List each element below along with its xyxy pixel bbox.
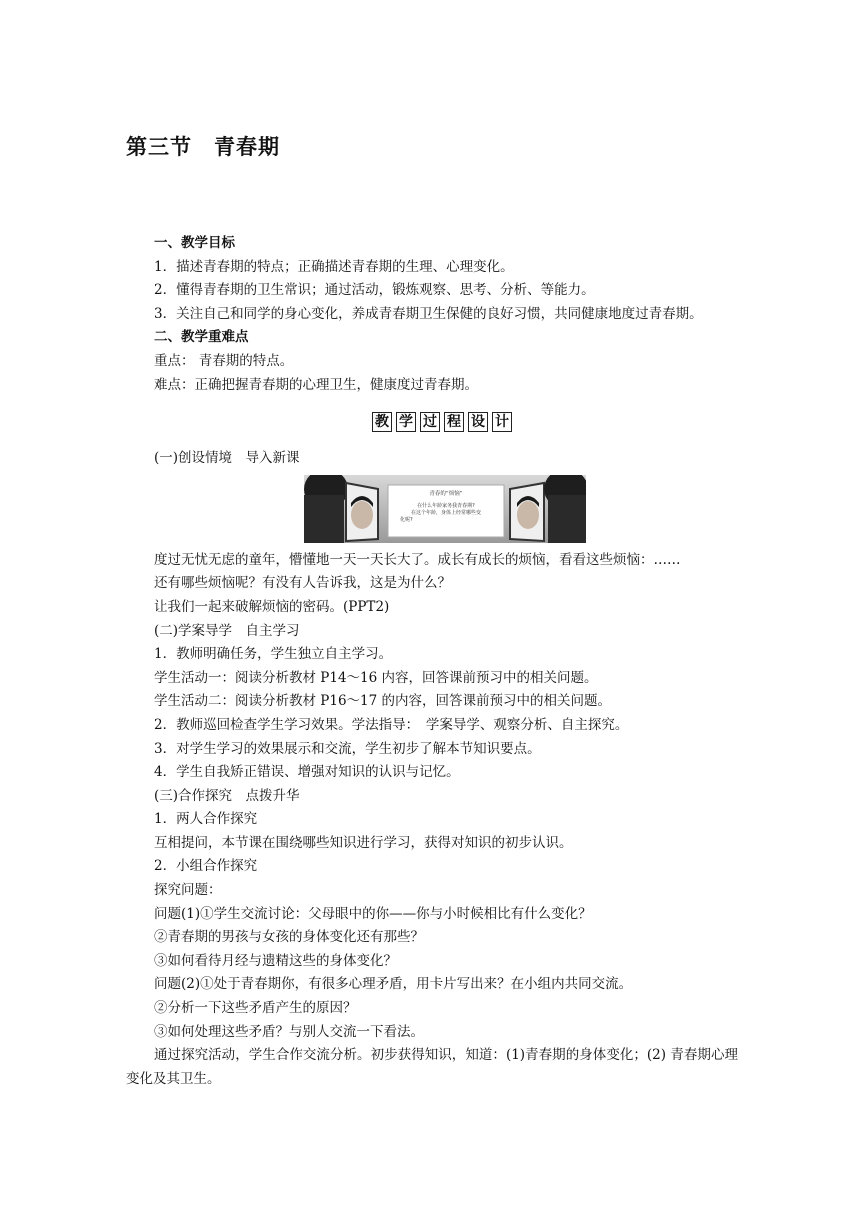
process-title-char: 学: [396, 412, 416, 432]
part2-line-2: 学生活动一：阅读分析教材 P14～16 内容，回答课前预习中的相关问题。: [154, 669, 598, 686]
caption-line-3: 在这个年龄，身体上经常哪些变: [410, 509, 482, 516]
section-heading-keypoints: 二、教学重难点: [154, 329, 249, 346]
adolescence-mirror-figure: [304, 475, 586, 543]
process-title-char: 计: [492, 412, 512, 432]
page-title: 第三节 青春期: [126, 134, 280, 159]
process-title: [126, 397, 738, 447]
caption-line-2: 在什么年龄家务我青春期?: [417, 502, 475, 509]
part2-heading: (二)学案导学 自主学习: [154, 622, 300, 639]
part3-line-3: 2．小组合作探究: [154, 858, 258, 875]
part3-line-1: 1．两人合作探究: [154, 811, 258, 828]
part1-line-2: 还有哪些烦恼呢？有没有人告诉我，这是为什么？: [154, 575, 451, 592]
goal-item-2: 2．懂得青春期的卫生常识；通过活动，锻炼观察、思考、分析、等能力。: [154, 282, 595, 299]
part3-heading: (三)合作探究 点拨升华: [154, 787, 300, 804]
part3-line-4: 探究问题：: [154, 882, 222, 899]
part2-line-4: 2．教师巡回检查学生学习效果。学法指导： 学案导学、观察分析、自主探究。: [154, 716, 629, 733]
part3-line-6: ②青春期的男孩与女孩的身体变化还有那些？: [154, 929, 424, 946]
part3-line-5: 问题(1)①学生交流讨论：父母眼中的你——你与小时候相比有什么变化？: [154, 905, 592, 922]
part1-line-1: 度过无忧无虑的童年，懵懂地一天一天长大了。成长有成长的烦恼，看看这些烦恼：……: [154, 551, 681, 568]
process-title-char: 程: [444, 412, 464, 432]
part2-line-1: 1．教师明确任务，学生独立自主学习。: [154, 646, 393, 663]
process-title-char: 过: [420, 412, 440, 432]
part2-line-5: 3．对学生学习的效果展示和交流，学生初步了解本节知识要点。: [154, 740, 541, 757]
part3-line-8: 问题(2)①处于青春期你，有很多心理矛盾，用卡片写出来？在小组内共同交流。: [154, 976, 633, 993]
key-point: 重点： 青春期的特点。: [154, 352, 294, 369]
part3-line-2: 互相提问，本节课在围绕哪些知识进行学习，获得对知识的初步认识。: [154, 834, 573, 851]
goal-item-1: 1．描述青春期的特点；正确描述青春期的生理、心理变化。: [154, 258, 514, 275]
part3-summary: 通过探究活动，学生合作交流分析。初步获得知识，知道：(1)青春期的身体变化；(2) 青春期心理变化及其卫生。: [126, 1047, 738, 1087]
caption-line-4: 化呢?: [400, 516, 413, 523]
document-body: [126, 232, 738, 1091]
section-heading-goals: 一、教学目标: [154, 235, 235, 251]
part3-line-10: ③如何处理这些矛盾？与别人交流一下看法。: [154, 1023, 424, 1040]
part2-line-6: 4．学生自我矫正错误、增强对知识的认识与记忆。: [154, 764, 460, 781]
difficult-point: 难点：正确把握青春期的心理卫生，健康度过青春期。: [154, 376, 478, 393]
process-title-char: 设: [468, 412, 488, 432]
part3-line-7: ③如何看待月经与遗精这些的身体变化？: [154, 952, 397, 969]
process-title-char: 教: [372, 412, 392, 432]
part1-heading: (一)创设情境 导入新课: [154, 450, 300, 467]
caption-line-1: 青春的“烦恼”: [429, 490, 463, 497]
part1-line-3: 让我们一起来破解烦恼的密码。(PPT2): [154, 598, 390, 615]
part3-line-9: ②分析一下这些矛盾产生的原因？: [154, 1000, 357, 1017]
goal-item-3: 3．关注自己和同学的身心变化，养成青春期卫生保健的良好习惯，共同健康地度过青春期。: [154, 305, 703, 322]
part2-line-3: 学生活动二：阅读分析教材 P16～17 的内容，回答课前预习中的相关问题。: [154, 693, 612, 710]
